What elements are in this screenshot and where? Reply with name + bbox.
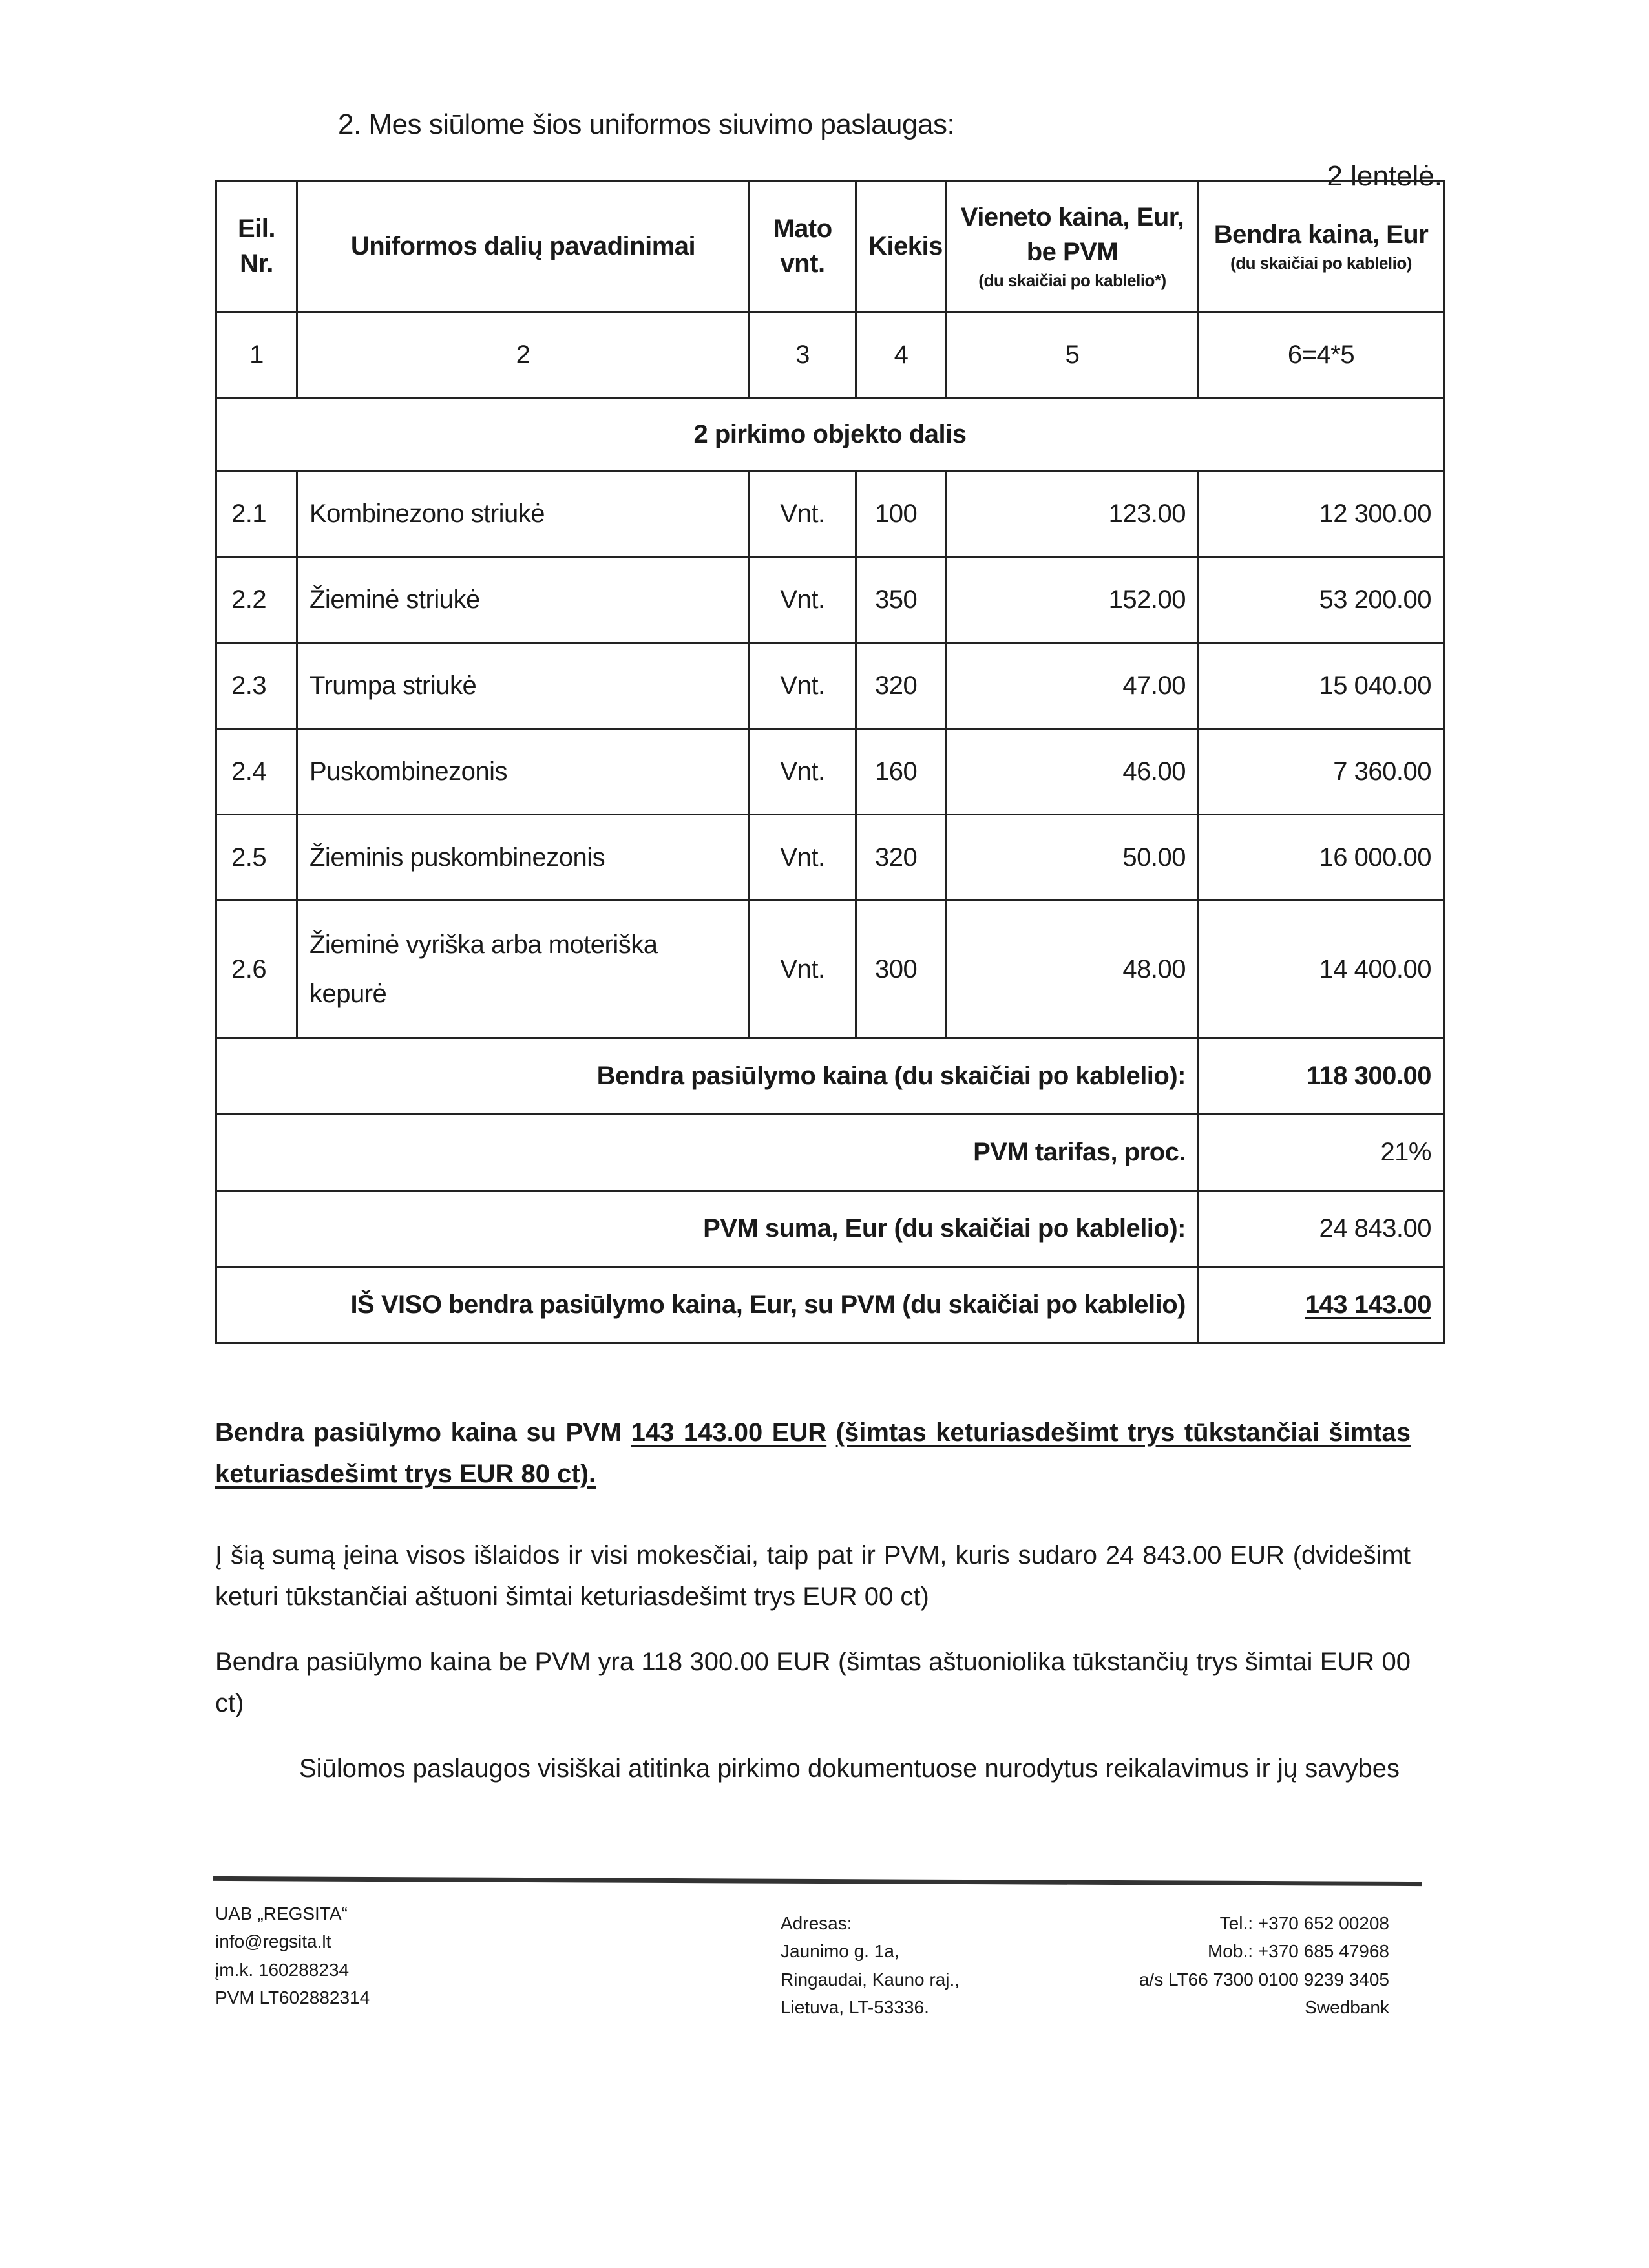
table-row bbox=[216, 729, 1444, 815]
row-name: Žieminė striukė bbox=[297, 557, 750, 643]
summary-label: PVM suma, Eur (du skaičiai po kablelio): bbox=[216, 1191, 1199, 1267]
summary-label: IŠ VISO bendra pasiūlymo kaina, Eur, su PVM (du skaičiai po kablelio) bbox=[216, 1267, 1199, 1343]
row-qty: 320 bbox=[856, 815, 947, 901]
total-with-vat-prefix: Bendra pasiūlymo kaina su PVM bbox=[215, 1418, 622, 1447]
header-unit: Mato vnt. bbox=[750, 181, 856, 312]
header-nr: Eil. Nr. bbox=[216, 181, 297, 312]
header-total-price: Bendra kaina, Eur (du skaičiai po kablelio) bbox=[1199, 181, 1444, 312]
row-unit: Vnt. bbox=[750, 815, 856, 901]
header-qty: Kiekis bbox=[856, 181, 947, 312]
column-number: 2 bbox=[297, 312, 750, 398]
row-qty: 100 bbox=[856, 471, 947, 557]
row-nr: 2.5 bbox=[216, 815, 297, 901]
row-total: 53 200.00 bbox=[1199, 557, 1444, 643]
address-label: Adresas: bbox=[781, 1913, 852, 1933]
summary-label: Bendra pasiūlymo kaina (du skaičiai po kablelio): bbox=[216, 1038, 1199, 1115]
contact-mobile: Mob.: +370 685 47968 bbox=[1207, 1941, 1389, 1962]
row-nr: 2.6 bbox=[216, 901, 297, 1038]
table-row bbox=[216, 471, 1444, 557]
table-row bbox=[216, 901, 1444, 1038]
header-name: Uniformos dalių pavadinimai bbox=[297, 181, 750, 312]
row-name: Kombinezono striukė bbox=[297, 471, 750, 557]
summary-row-vat-rate bbox=[216, 1115, 1444, 1191]
summary-value: 24 843.00 bbox=[1199, 1191, 1444, 1267]
row-total: 16 000.00 bbox=[1199, 815, 1444, 901]
section-title: 2 pirkimo objekto dalis bbox=[216, 398, 1444, 471]
summary-value: 118 300.00 bbox=[1199, 1038, 1444, 1115]
intro-heading: 2. Mes siūlome šios uniformos siuvimo paslaugas: bbox=[338, 109, 955, 140]
row-unit: Vnt. bbox=[750, 901, 856, 1038]
row-qty: 160 bbox=[856, 729, 947, 815]
row-qty: 320 bbox=[856, 643, 947, 729]
row-unit-price: 123.00 bbox=[947, 471, 1199, 557]
column-number: 5 bbox=[947, 312, 1199, 398]
address-country: Lietuva, LT-53336. bbox=[781, 1997, 929, 2018]
row-total: 14 400.00 bbox=[1199, 901, 1444, 1038]
row-qty: 350 bbox=[856, 557, 947, 643]
summary-label: PVM tarifas, proc. bbox=[216, 1115, 1199, 1191]
row-unit-price: 46.00 bbox=[947, 729, 1199, 815]
compliance-paragraph: Siūlomos paslaugos visiškai atitinka pirkimo dokumentuose nurodytus reikalavimus ir jų savybes bbox=[299, 1754, 1400, 1783]
column-number: 1 bbox=[216, 312, 297, 398]
row-name: Žieminė vyriška arba moteriška kepurė bbox=[297, 901, 750, 1038]
header-unit-price: Vieneto kaina, Eur, be PVM (du skaičiai po kablelio*) bbox=[947, 181, 1199, 312]
row-unit-price: 48.00 bbox=[947, 901, 1199, 1038]
row-unit: Vnt. bbox=[750, 643, 856, 729]
row-unit: Vnt. bbox=[750, 471, 856, 557]
row-name: Puskombinezonis bbox=[297, 729, 750, 815]
contact-phone: Tel.: +370 652 00208 bbox=[1219, 1913, 1389, 1933]
footer-divider bbox=[213, 1876, 1422, 1886]
table-row bbox=[216, 643, 1444, 729]
header-row bbox=[216, 181, 1444, 312]
total-with-vat-paragraph bbox=[215, 1412, 1411, 1495]
section-row bbox=[216, 398, 1444, 471]
row-nr: 2.4 bbox=[216, 729, 297, 815]
row-nr: 2.3 bbox=[216, 643, 297, 729]
company-name: UAB „REGSITA“ bbox=[215, 1904, 348, 1924]
row-total: 12 300.00 bbox=[1199, 471, 1444, 557]
company-code: įm.k. 160288234 bbox=[215, 1959, 350, 1980]
bank-name: Swedbank bbox=[1305, 1997, 1389, 2018]
summary-value: 143 143.00 bbox=[1199, 1267, 1444, 1343]
total-with-vat-amount: 143 143.00 EUR bbox=[631, 1418, 827, 1447]
column-number: 4 bbox=[856, 312, 947, 398]
row-unit-price: 50.00 bbox=[947, 815, 1199, 901]
total-without-vat-paragraph: Bendra pasiūlymo kaina be PVM yra 118 300.00 EUR (šimtas aštuoniolika tūkstančių trys šimtai EUR 00 ct) bbox=[215, 1648, 1411, 1717]
address-street: Jaunimo g. 1a, bbox=[781, 1941, 899, 1962]
offer-table bbox=[215, 180, 1445, 1344]
summary-row-vat-amount bbox=[216, 1191, 1444, 1267]
company-vat-code: PVM LT602882314 bbox=[215, 1988, 370, 2008]
row-nr: 2.2 bbox=[216, 557, 297, 643]
address-city: Ringaudai, Kauno raj., bbox=[781, 1969, 960, 1990]
summary-row-subtotal bbox=[216, 1038, 1444, 1115]
footer-address bbox=[781, 1909, 960, 2022]
row-name: Trumpa striukė bbox=[297, 643, 750, 729]
table-label: 2 lentelė. bbox=[1327, 160, 1442, 192]
table-row bbox=[216, 815, 1444, 901]
bank-account: a/s LT66 7300 0100 9239 3405 bbox=[1139, 1969, 1389, 1990]
total-with-vat-words: (šimtas keturiasdešimt trys tūkstančiai šimtas keturiasdešimt trys EUR 80 ct). bbox=[215, 1418, 1411, 1488]
row-name: Žieminis puskombinezonis bbox=[297, 815, 750, 901]
company-email[interactable]: info@regsita.lt bbox=[215, 1931, 331, 1952]
summary-row-grand-total bbox=[216, 1267, 1444, 1343]
footer-contacts bbox=[1139, 1909, 1389, 2022]
row-total: 15 040.00 bbox=[1199, 643, 1444, 729]
row-qty: 300 bbox=[856, 901, 947, 1038]
row-unit: Vnt. bbox=[750, 557, 856, 643]
vat-included-paragraph: Į šią sumą įeina visos išlaidos ir visi mokesčiai, taip pat ir PVM, kuris sudaro 24 843.00 EUR (dvidešimt keturi tūkstančiai aštuoni šimtai keturiasdešimt trys EUR 00 ct) bbox=[215, 1541, 1411, 1611]
row-nr: 2.1 bbox=[216, 471, 297, 557]
row-unit: Vnt. bbox=[750, 729, 856, 815]
summary-value: 21% bbox=[1199, 1115, 1444, 1191]
row-unit-price: 47.00 bbox=[947, 643, 1199, 729]
column-number: 3 bbox=[750, 312, 856, 398]
row-unit-price: 152.00 bbox=[947, 557, 1199, 643]
row-total: 7 360.00 bbox=[1199, 729, 1444, 815]
footer-company bbox=[215, 1900, 370, 2012]
column-number: 6=4*5 bbox=[1199, 312, 1444, 398]
table-row bbox=[216, 557, 1444, 643]
column-number-row bbox=[216, 312, 1444, 398]
